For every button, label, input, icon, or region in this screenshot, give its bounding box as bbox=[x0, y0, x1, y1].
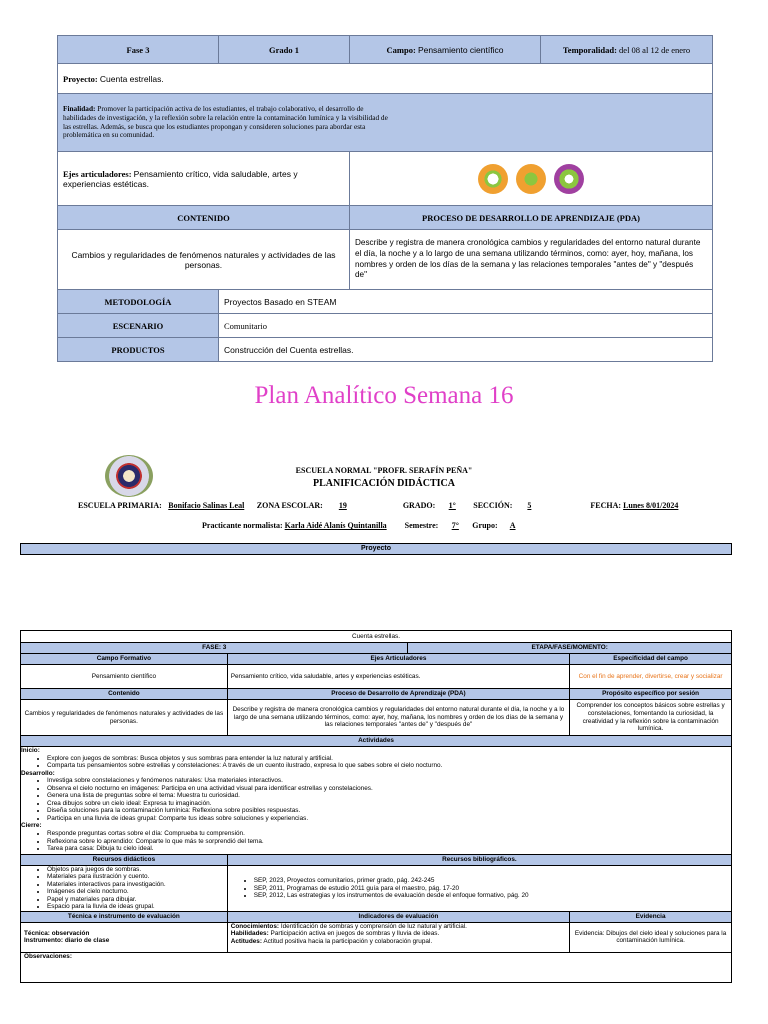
fase-header: FASE: 3 bbox=[21, 643, 408, 654]
tecnica-header: Técnica e instrumento de evaluación bbox=[21, 911, 228, 922]
productos-value: Construcción del Cuenta estrellas. bbox=[219, 338, 713, 362]
temporalidad-cell: Temporalidad: del 08 al 12 de enero bbox=[541, 36, 713, 64]
project-name-cell: Cuenta estrellas. bbox=[21, 631, 732, 643]
indicadores-header: Indicadores de evaluación bbox=[227, 911, 569, 922]
cierre-label: Cierre: bbox=[21, 822, 42, 830]
contenido-header: CONTENIDO bbox=[58, 206, 350, 230]
escenario-label: ESCENARIO bbox=[58, 314, 219, 338]
list-item: • SEP, 2012, Las estrategias y los instrumentos de evaluación desde el enfoque formativo, pág. 20 bbox=[254, 892, 731, 900]
grado-cell: Grado 1 bbox=[219, 36, 350, 64]
list-item: • Imágenes del cielo nocturno. bbox=[47, 888, 227, 896]
list-item: • Comparta tus pensamientos sobre estrellas y constelaciones: A través de un cuento ilustrado, expresa lo que sabes sobre el cielo nocturno. bbox=[47, 762, 731, 770]
field-icons-cell bbox=[350, 152, 713, 206]
campo-formativo-value: Pensamiento científico bbox=[21, 665, 228, 689]
project-summary-table bbox=[57, 35, 713, 362]
productos-label: PRODUCTOS bbox=[58, 338, 219, 362]
metodologia-value: Proyectos Basado en STEAM bbox=[219, 290, 713, 314]
list-item: • Explore con juegos de sombras: Busca objetos y sus sombras para entender la luz natural y artificial. bbox=[47, 755, 731, 763]
list-item: • Espacio para la lluvia de ideas grupal. bbox=[47, 903, 227, 911]
recursos-didacticos-cell bbox=[21, 865, 228, 911]
purple-splash-icon bbox=[554, 164, 584, 194]
school-name: ESCUELA NORMAL "PROFR. SERAFÍN PEÑA" bbox=[295, 466, 473, 475]
contenido-header-2: Contenido bbox=[21, 689, 228, 700]
list-item: • Responde preguntas cortas sobre el día: Comprueba tu comprensión. bbox=[47, 830, 731, 838]
recursos-bibliograficos-header: Recursos bibliográficos. bbox=[227, 854, 731, 865]
ejes-articuladores-value: Pensamiento crítico, vida saludable, artes y experiencias estéticas. bbox=[227, 665, 569, 689]
document-subtitle: PLANIFICACIÓN DIDÁCTICA bbox=[313, 478, 455, 489]
pda-header-2: Proceso de Desarrollo de Aprendizaje (PDA) bbox=[227, 689, 569, 700]
list-item: • Genera una lista de preguntas sobre el tema: Muestra tu curiosidad. bbox=[47, 792, 731, 800]
evidencia-cell: Evidencia: Dibujos del cielo ideal y soluciones para la contaminación lumínica. bbox=[570, 922, 732, 952]
list-item: • Objetos para juegos de sombras. bbox=[47, 866, 227, 874]
proyecto-cell: Proyecto: Cuenta estrellas. bbox=[58, 64, 713, 94]
list-item: • Reflexiona sobre lo aprendido: Comparte lo que más te sorprendió del tema. bbox=[47, 838, 731, 846]
proposito-value: Comprender los conceptos básicos sobre estrellas y constelaciones, fomentando la curiosidad, la creatividad y la reflexión sobre la contaminación lumínica. bbox=[570, 700, 732, 736]
list-item: • Materiales interactivos para investigación. bbox=[47, 881, 227, 889]
list-item: • Diseña soluciones para la contaminación lumínica: Reflexiona sobre posibles respuestas. bbox=[47, 807, 731, 815]
metodologia-label: METODOLOGÍA bbox=[58, 290, 219, 314]
tecnica-cell: Técnica: observación Instrumento: diario de clase bbox=[21, 922, 228, 952]
recursos-didacticos-list bbox=[21, 866, 227, 911]
ejes-cell: Ejes articuladores: Pensamiento crítico, vida saludable, artes y experiencias estéticas. bbox=[58, 152, 350, 206]
school-info-row: ESCUELA PRIMARIA: Bonifacio Salinas Leal ZONA ESCOLAR: 19 GRADO: 1° SECCIÓN: 5 FECHA: Lunes 8/01/2024 bbox=[78, 501, 679, 510]
evidencia-header: Evidencia bbox=[570, 911, 732, 922]
leaf-drop-icon bbox=[516, 164, 546, 194]
cierre-list bbox=[21, 830, 731, 853]
recursos-bibliograficos-list bbox=[228, 877, 731, 900]
campo-formativo-header: Campo Formativo bbox=[21, 654, 228, 665]
list-item: • Participa en una lluvia de ideas grupal: Comparte tus ideas sobre soluciones y experiencias. bbox=[47, 815, 731, 823]
observaciones-cell: Observaciones: bbox=[21, 952, 732, 982]
school-seal-logo bbox=[105, 455, 153, 497]
practicante-row: Practicante normalista: Karla Aidé Alanís Quintanilla Semestre: 7° Grupo: A bbox=[202, 521, 516, 530]
recursos-didacticos-header: Recursos didácticos bbox=[21, 854, 228, 865]
pda-value-2: Describe y registra de manera cronológica cambios y regularidades del entorno natural durante el día, la noche y a lo largo de una semana utilizando términos, como: ayer, hoy, mañana, los nombres y orden de los días de la semana y las relaciones temporales "antes de" y "después de" bbox=[227, 700, 569, 736]
actividades-header: Actividades bbox=[21, 736, 732, 747]
fase-cell: Fase 3 bbox=[58, 36, 219, 64]
list-item: • SEP, 2011, Programas de estudio 2011 guía para el maestro, pág. 17-20 bbox=[254, 885, 731, 893]
proyecto-bar: Proyecto bbox=[20, 543, 732, 555]
list-item: • Crea dibujos sobre un cielo ideal: Expresa tu imaginación. bbox=[47, 800, 731, 808]
finalidad-cell: Finalidad: Promover la participación activa de los estudiantes, el trabajo colaborativo, el desarrollo de habilidades de investigación, y la reflexión sobre la relación entre la contaminación lumínica y la visibilidad de las estrellas. Además, se busca que los estudiantes propongan y consideren soluciones para abordar esta problemática en su comunidad. bbox=[58, 94, 713, 152]
desarrollo-list bbox=[21, 777, 731, 822]
proposito-header: Propósito específico por sesión bbox=[570, 689, 732, 700]
list-item: • Observa el cielo nocturno en imágenes: Participa en una actividad visual para identificar estrellas y constelaciones. bbox=[47, 785, 731, 793]
ejes-articuladores-header: Ejes Articuladores bbox=[227, 654, 569, 665]
page-title: Plan Analítico Semana 16 bbox=[254, 382, 514, 409]
escenario-value: Comunitario bbox=[219, 314, 713, 338]
contenido-value: Cambios y regularidades de fenómenos naturales y actividades de las personas. bbox=[58, 230, 350, 290]
inicio-list bbox=[21, 755, 731, 770]
pda-header: PROCESO DE DESARROLLO DE APRENDIZAJE (PDA) bbox=[350, 206, 713, 230]
pda-value: Describe y registra de manera cronológica cambios y regularidades del entorno natural durante el día, la noche y a lo largo de una semana utilizando términos, como: ayer, hoy, mañana, los nombres y orden de los días de la semana y las relaciones temporales "antes de" y "después de" bbox=[350, 230, 713, 290]
recursos-bibliograficos-cell bbox=[227, 865, 731, 911]
actividades-cell bbox=[21, 747, 732, 855]
list-item: • Papel y materiales para dibujar. bbox=[47, 896, 227, 904]
orange-swirl-icon bbox=[478, 164, 508, 194]
desarrollo-label: Desarrollo: bbox=[21, 769, 55, 777]
campo-cell: Campo: Pensamiento científico bbox=[350, 36, 541, 64]
lesson-plan-table bbox=[20, 630, 732, 983]
inicio-label: Inicio: bbox=[21, 747, 40, 754]
etapa-header: ETAPA/FASE/MOMENTO: bbox=[408, 643, 732, 654]
indicadores-cell: Conocimientos: Identificación de sombras y comprensión de luz natural y artificial. Habilidades: Participación activa en juegos de sombras y lluvia de ideas. Actitudes: Actitud positiva hacia la participación y colaboración grupal. bbox=[227, 922, 569, 952]
contenido-value-2: Cambios y regularidades de fenómenos naturales y actividades de las personas. bbox=[21, 700, 228, 736]
especificidad-header: Especificidad del campo bbox=[570, 654, 732, 665]
especificidad-value: Con el fin de aprender, divertirse, crear y socializar bbox=[570, 665, 732, 689]
list-item: • Materiales para ilustración y cuento. bbox=[47, 873, 227, 881]
list-item: • Investiga sobre constelaciones y fenómenos naturales: Usa materiales interactivos. bbox=[47, 777, 731, 785]
list-item: • Tarea para casa: Dibuja tu cielo ideal. bbox=[47, 845, 731, 853]
list-item: • SEP, 2023, Proyectos comunitarios, primer grado, pág. 242-245 bbox=[254, 877, 731, 885]
